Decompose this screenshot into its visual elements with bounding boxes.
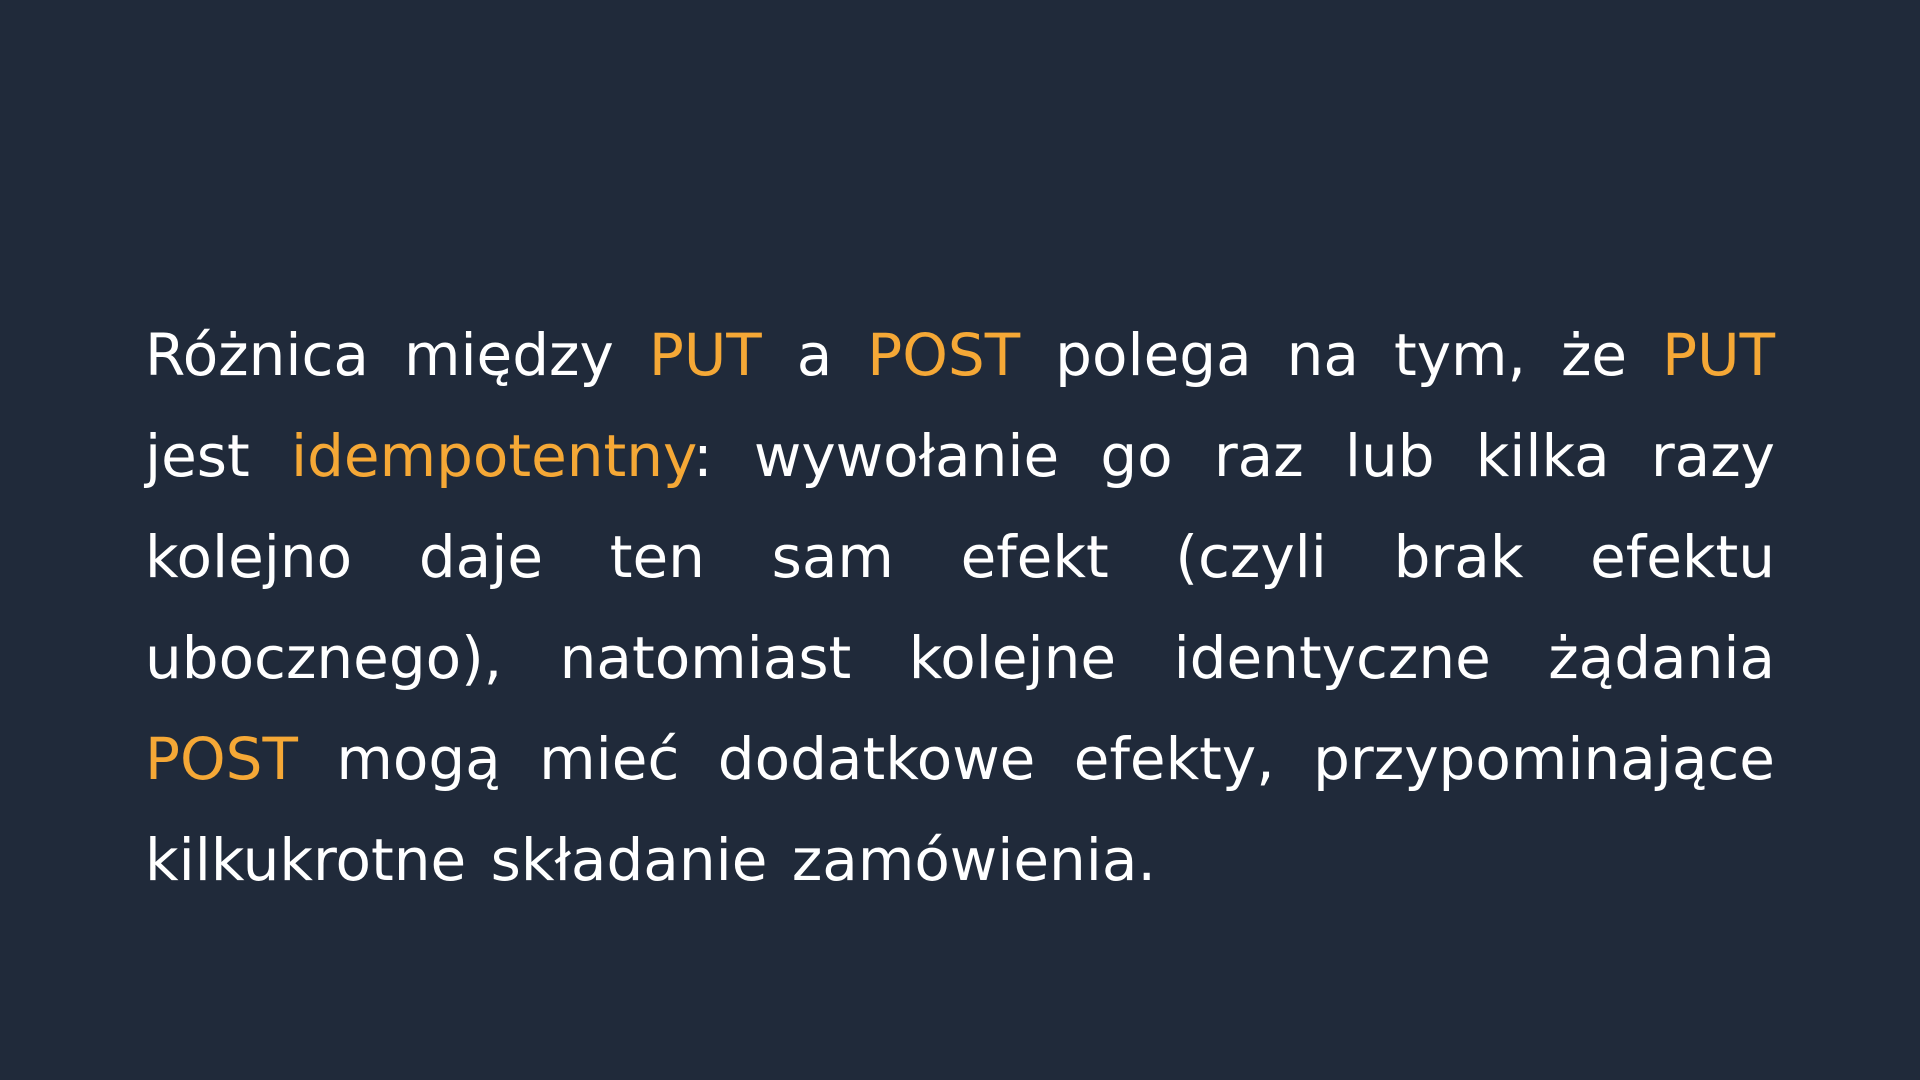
highlight-idempotent: idempotentny [290,422,694,490]
body-paragraph [145,305,1775,911]
highlight-post: POST [145,725,298,793]
highlight-post: POST [867,321,1021,389]
text-segment: jest [145,422,291,490]
text-segment: polega na tym, że [1020,321,1663,389]
text-segment: a [761,321,868,389]
text-segment: Różnica między [145,321,649,389]
highlight-put: PUT [1662,321,1775,389]
text-segment: mogą mieć dodatkowe efekty, przypominające kilkukrotne składanie zamówienia. [145,725,1775,894]
highlight-put: PUT [648,321,762,389]
text-segment: : wywołanie go raz lub kilka razy kolejno daje ten sam efekt (czyli brak efektu ubocznego), natomiast kolejne identyczne żądania [145,422,1775,692]
